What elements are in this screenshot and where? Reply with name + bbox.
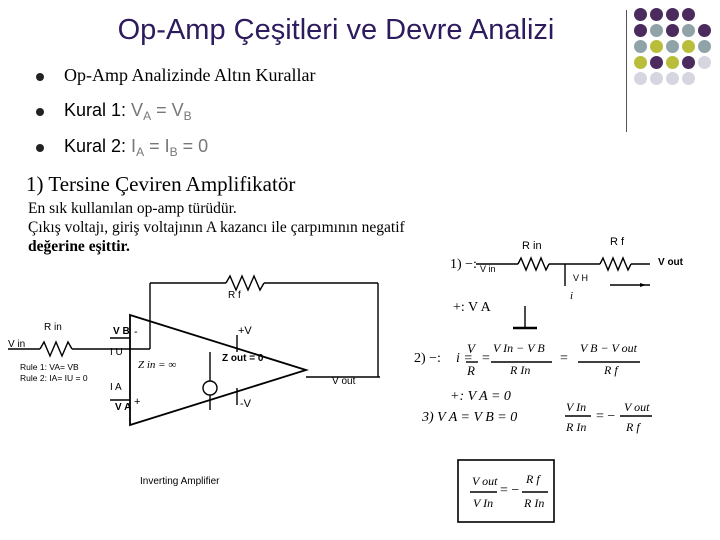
eq2-d1: R In (510, 363, 531, 377)
plus-va-label: +: V A (453, 300, 491, 315)
bullet-2-bsub: B (183, 109, 192, 123)
eq3-d1: R In (566, 420, 587, 434)
page-title: Op-Amp Çeşitleri ve Devre Analizi (117, 14, 555, 46)
va-label: V A (115, 402, 132, 413)
box-n2: R f (526, 472, 540, 486)
box-equals: = − (500, 483, 520, 498)
bullet-2-prefix: Kural 1: (64, 100, 132, 120)
box-d1: V In (473, 496, 494, 510)
rin-label: R in (44, 322, 62, 333)
vout-label: V out (332, 376, 356, 387)
circuit-caption: Inverting Amplifier (140, 476, 220, 487)
eq2-n1: V In − V B (493, 341, 545, 355)
paragraph-line-3: değerine eşittir. (28, 238, 130, 255)
box-n1: V out (472, 474, 498, 488)
right-vh-label: V H (573, 273, 589, 283)
paragraph-line-1: En sık kullanılan op-amp türüdür. (28, 200, 237, 217)
eq3-equals: = − (596, 409, 616, 424)
bullet-3-bsub: B (169, 145, 178, 159)
plus-input-label: + (134, 396, 141, 408)
eq2-d2: R f (604, 363, 618, 377)
box-d2: R In (524, 496, 545, 510)
right-rf-label: R f (610, 236, 625, 248)
step3-plus: +: V A = 0 (450, 389, 511, 404)
section-heading: 1) Tersine Çeviren Amplifikatör (26, 172, 296, 196)
bullet-3-a: I (131, 136, 137, 156)
bullet-3-tail: = 0 (177, 136, 209, 156)
step2-label: 2) −: (414, 351, 441, 366)
eq2-i: i = (456, 351, 473, 366)
right-rin-label: R in (522, 240, 542, 252)
rf-resistor (226, 276, 264, 290)
step1-label: 1) −: (450, 257, 477, 272)
paragraph-line-2: Çıkış voltajı, giriş voltajının A kazancı ile çarpımının negatif (28, 219, 405, 236)
rf-label: R f (228, 290, 241, 301)
minus-input-label: - (134, 326, 138, 338)
eq2-n2: V B − V out (580, 341, 637, 355)
bullet-2-a: V (131, 100, 144, 120)
right-vin-label: V in (480, 264, 496, 274)
rule2-label: Rule 2: IA= IU = 0 (20, 373, 88, 383)
right-rin-resistor (518, 258, 549, 270)
zin-label: Z in = ∞ (138, 359, 177, 371)
eq2-equals-1: = (482, 351, 490, 366)
vin-label: V in (8, 339, 26, 350)
bullet-3-asub: A (136, 145, 145, 159)
bullet-1: Op-Amp Analizinde Altın Kurallar (64, 65, 316, 85)
bullet-3-prefix: Kural 2: (64, 136, 132, 156)
bullet-2-eq: = V (151, 100, 184, 120)
plus-v-label: +V (238, 325, 252, 337)
right-vout-label: V out (658, 257, 683, 268)
eq2-v: V (467, 341, 475, 356)
step3-label: 3) V A = V B = 0 (422, 410, 518, 425)
eq2-equals-2: = (560, 351, 568, 366)
ia-label: I A (110, 382, 122, 393)
bullet-2-asub: A (143, 109, 152, 123)
right-i-label: i (570, 290, 574, 302)
eq3-n2: V out (624, 400, 650, 414)
rin-resistor (40, 342, 72, 356)
bullet-3-eq: = I (144, 136, 170, 156)
right-rf-resistor (600, 258, 631, 270)
vb-label: V B (113, 326, 130, 337)
iu-label: I U (110, 347, 123, 358)
rule1-label: Rule 1: VA= VB (20, 362, 79, 372)
zout-label: Z out = 0 (222, 353, 264, 364)
eq2-r: R (467, 363, 475, 378)
eq3-d2: R f (626, 420, 640, 434)
eq3-n1: V In (566, 400, 587, 414)
minus-v-label: -V (240, 398, 251, 410)
